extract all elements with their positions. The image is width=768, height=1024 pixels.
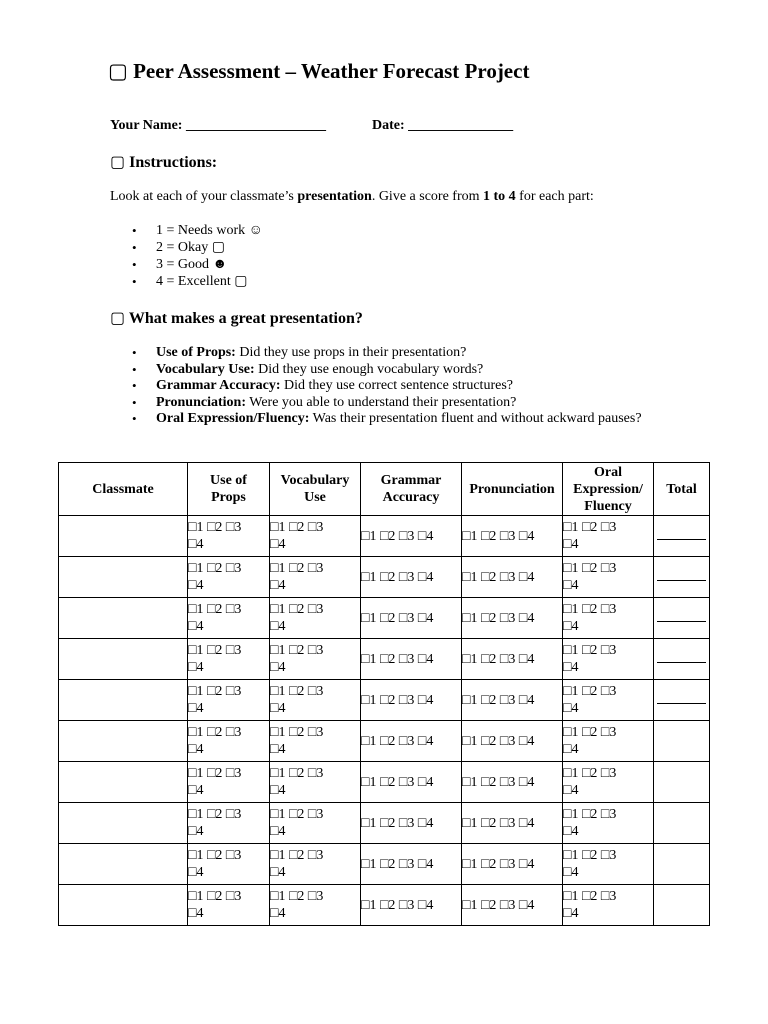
classmate-cell[interactable] bbox=[59, 885, 188, 926]
assessment-table bbox=[58, 462, 710, 926]
score-checkboxes[interactable]: □1 □2 □3 □4 bbox=[462, 815, 535, 831]
score-checkbox-4[interactable]: □4 bbox=[270, 537, 286, 552]
total-cell[interactable] bbox=[654, 557, 710, 598]
score-checkboxes-1-3[interactable]: □1 □2 □3 bbox=[270, 643, 324, 658]
score-checkboxes-1-3[interactable]: □1 □2 □3 bbox=[270, 520, 324, 535]
score-checkbox-4[interactable]: □4 bbox=[188, 906, 204, 921]
score-checkboxes-1-3[interactable]: □1 □2 □3 bbox=[563, 561, 617, 576]
scale-item bbox=[128, 256, 265, 273]
score-checkboxes[interactable]: □1 □2 □3 □4 bbox=[361, 815, 434, 831]
props-score-cell[interactable] bbox=[188, 557, 270, 598]
grammar-score-cell[interactable] bbox=[361, 762, 462, 803]
vocab-score-cell[interactable] bbox=[270, 762, 361, 803]
score-checkboxes-1-3[interactable]: □1 □2 □3 bbox=[563, 643, 617, 658]
criteria-list bbox=[128, 345, 668, 428]
score-checkboxes-1-3[interactable]: □1 □2 □3 bbox=[188, 766, 242, 781]
score-checkboxes-1-3[interactable]: □1 □2 □3 bbox=[563, 807, 617, 822]
grammar-score-cell[interactable] bbox=[361, 598, 462, 639]
score-checkbox-4[interactable]: □4 bbox=[270, 865, 286, 880]
score-checkboxes-1-3[interactable]: □1 □2 □3 bbox=[270, 889, 324, 904]
intro-segment: 1 to 4 bbox=[483, 189, 516, 204]
props-score-cell[interactable] bbox=[188, 885, 270, 926]
criteria-item bbox=[128, 362, 668, 379]
total-blank-line[interactable] bbox=[657, 621, 706, 622]
score-checkboxes-1-3[interactable]: □1 □2 □3 bbox=[188, 889, 242, 904]
grammar-score-cell[interactable] bbox=[361, 639, 462, 680]
score-checkbox-4[interactable]: □4 bbox=[188, 701, 204, 716]
score-checkboxes[interactable]: □1 □2 □3 □4 bbox=[361, 692, 434, 708]
score-checkboxes-1-3[interactable]: □1 □2 □3 bbox=[188, 725, 242, 740]
pronunciation-score-cell[interactable] bbox=[462, 803, 563, 844]
pronunciation-score-cell[interactable] bbox=[462, 680, 563, 721]
classmate-cell[interactable] bbox=[59, 803, 188, 844]
criteria-heading: ▢ What makes a great presentation? bbox=[110, 310, 363, 327]
header-use-of-props: Use of Props bbox=[188, 463, 270, 516]
grammar-score-cell[interactable] bbox=[361, 557, 462, 598]
score-checkbox-4[interactable]: □4 bbox=[188, 619, 204, 634]
fluency-score-cell[interactable] bbox=[563, 803, 654, 844]
fluency-score-cell[interactable] bbox=[563, 762, 654, 803]
props-score-cell[interactable] bbox=[188, 680, 270, 721]
score-checkboxes-1-3[interactable]: □1 □2 □3 bbox=[270, 561, 324, 576]
total-cell[interactable] bbox=[654, 680, 710, 721]
table-row bbox=[59, 844, 710, 885]
score-checkboxes-1-3[interactable]: □1 □2 □3 bbox=[563, 684, 617, 699]
criteria-item bbox=[128, 378, 668, 395]
total-cell[interactable] bbox=[654, 598, 710, 639]
table-row bbox=[59, 598, 710, 639]
criteria-description: Was their presentation fluent and without ackward pauses? bbox=[312, 411, 642, 427]
vocab-score-cell[interactable] bbox=[270, 516, 361, 557]
fluency-score-cell[interactable] bbox=[563, 721, 654, 762]
criteria-description: Were you able to understand their presentation? bbox=[249, 394, 517, 410]
score-checkboxes-1-3[interactable]: □1 □2 □3 bbox=[188, 520, 242, 535]
intro-segment: Look at each of your classmate’s bbox=[110, 189, 298, 204]
score-checkboxes[interactable]: □1 □2 □3 □4 bbox=[361, 733, 434, 749]
grammar-score-cell[interactable] bbox=[361, 803, 462, 844]
pronunciation-score-cell[interactable] bbox=[462, 516, 563, 557]
table-row bbox=[59, 680, 710, 721]
score-checkbox-4[interactable]: □4 bbox=[270, 783, 286, 798]
fluency-score-cell[interactable] bbox=[563, 598, 654, 639]
pronunciation-score-cell[interactable] bbox=[462, 598, 563, 639]
vocab-score-cell[interactable] bbox=[270, 844, 361, 885]
score-checkboxes-1-3[interactable]: □1 □2 □3 bbox=[188, 684, 242, 699]
score-checkbox-4[interactable]: □4 bbox=[188, 824, 204, 839]
score-checkboxes[interactable]: □1 □2 □3 □4 bbox=[462, 733, 535, 749]
score-checkboxes[interactable]: □1 □2 □3 □4 bbox=[361, 897, 434, 913]
pronunciation-score-cell[interactable] bbox=[462, 721, 563, 762]
scale-item bbox=[128, 239, 265, 256]
score-checkboxes[interactable]: □1 □2 □3 □4 bbox=[462, 651, 535, 667]
total-cell[interactable] bbox=[654, 639, 710, 680]
scale-item bbox=[128, 222, 265, 239]
intro-segment: for each part: bbox=[515, 189, 594, 204]
total-cell[interactable] bbox=[654, 803, 710, 844]
your-name-field[interactable]: Your Name: ____________________ bbox=[110, 118, 326, 133]
score-checkboxes[interactable]: □1 □2 □3 □4 bbox=[462, 569, 535, 585]
criteria-description: Did they use correct sentence structures? bbox=[284, 378, 513, 394]
classmate-cell[interactable] bbox=[59, 639, 188, 680]
header-total: Total bbox=[654, 463, 710, 516]
props-score-cell[interactable] bbox=[188, 844, 270, 885]
fluency-score-cell[interactable] bbox=[563, 516, 654, 557]
header-classmate: Classmate bbox=[59, 463, 188, 516]
emoji-icon: ☻ bbox=[212, 257, 228, 272]
scale-label: 2 = Okay bbox=[156, 240, 209, 255]
score-checkboxes[interactable]: □1 □2 □3 □4 bbox=[462, 897, 535, 913]
total-blank-line[interactable] bbox=[657, 662, 706, 663]
score-checkbox-4[interactable]: □4 bbox=[188, 537, 204, 552]
score-checkbox-4[interactable]: □4 bbox=[270, 701, 286, 716]
emoji-icon: ☺ bbox=[248, 223, 263, 238]
pronunciation-score-cell[interactable] bbox=[462, 762, 563, 803]
score-checkbox-4[interactable]: □4 bbox=[188, 783, 204, 798]
score-checkbox-4[interactable]: □4 bbox=[188, 865, 204, 880]
pronunciation-score-cell[interactable] bbox=[462, 885, 563, 926]
score-checkbox-4[interactable]: □4 bbox=[563, 783, 579, 798]
score-checkboxes[interactable]: □1 □2 □3 □4 bbox=[462, 528, 535, 544]
classmate-cell[interactable] bbox=[59, 557, 188, 598]
table-row bbox=[59, 803, 710, 844]
score-checkbox-4[interactable]: □4 bbox=[270, 660, 286, 675]
score-checkbox-4[interactable]: □4 bbox=[270, 742, 286, 757]
score-checkboxes[interactable]: □1 □2 □3 □4 bbox=[462, 610, 535, 626]
score-checkboxes[interactable]: □1 □2 □3 □4 bbox=[361, 774, 434, 790]
grammar-score-cell[interactable] bbox=[361, 680, 462, 721]
score-checkboxes-1-3[interactable]: □1 □2 □3 bbox=[270, 602, 324, 617]
fluency-score-cell[interactable] bbox=[563, 557, 654, 598]
score-checkboxes[interactable]: □1 □2 □3 □4 bbox=[361, 569, 434, 585]
score-checkboxes-1-3[interactable]: □1 □2 □3 bbox=[188, 643, 242, 658]
score-checkboxes-1-3[interactable]: □1 □2 □3 bbox=[270, 684, 324, 699]
scale-item bbox=[128, 273, 265, 290]
score-checkboxes-1-3[interactable]: □1 □2 □3 bbox=[270, 725, 324, 740]
total-cell[interactable] bbox=[654, 844, 710, 885]
score-checkboxes-1-3[interactable]: □1 □2 □3 bbox=[563, 725, 617, 740]
score-checkbox-4[interactable]: □4 bbox=[563, 824, 579, 839]
score-checkboxes-1-3[interactable]: □1 □2 □3 bbox=[270, 848, 324, 863]
score-checkboxes-1-3[interactable]: □1 □2 □3 bbox=[270, 766, 324, 781]
score-checkboxes[interactable]: □1 □2 □3 □4 bbox=[361, 610, 434, 626]
score-scale-list bbox=[128, 222, 265, 290]
table-row bbox=[59, 516, 710, 557]
pronunciation-score-cell[interactable] bbox=[462, 557, 563, 598]
score-checkboxes-1-3[interactable]: □1 □2 □3 bbox=[563, 602, 617, 617]
header-vocabulary-use: Vocabulary Use bbox=[270, 463, 361, 516]
criteria-term: Vocabulary Use: bbox=[156, 361, 255, 377]
fluency-score-cell[interactable] bbox=[563, 885, 654, 926]
criteria-term: Grammar Accuracy: bbox=[156, 378, 281, 394]
header-fields bbox=[110, 118, 513, 134]
total-cell[interactable] bbox=[654, 885, 710, 926]
vocab-score-cell[interactable] bbox=[270, 557, 361, 598]
vocab-score-cell[interactable] bbox=[270, 598, 361, 639]
pronunciation-score-cell[interactable] bbox=[462, 844, 563, 885]
total-cell[interactable] bbox=[654, 516, 710, 557]
score-checkboxes[interactable]: □1 □2 □3 □4 bbox=[361, 856, 434, 872]
vocab-score-cell[interactable] bbox=[270, 721, 361, 762]
emoji-icon: ▢ bbox=[234, 274, 248, 289]
score-checkbox-4[interactable]: □4 bbox=[563, 619, 579, 634]
classmate-cell[interactable] bbox=[59, 516, 188, 557]
classmate-cell[interactable] bbox=[59, 598, 188, 639]
criteria-item bbox=[128, 345, 668, 362]
score-checkboxes-1-3[interactable]: □1 □2 □3 bbox=[188, 602, 242, 617]
pronunciation-score-cell[interactable] bbox=[462, 639, 563, 680]
score-checkboxes-1-3[interactable]: □1 □2 □3 bbox=[188, 561, 242, 576]
score-checkbox-4[interactable]: □4 bbox=[563, 537, 579, 552]
fluency-score-cell[interactable] bbox=[563, 680, 654, 721]
score-checkboxes[interactable]: □1 □2 □3 □4 bbox=[462, 692, 535, 708]
scale-label: 3 = Good bbox=[156, 257, 210, 272]
intro-segment: presentation bbox=[297, 189, 372, 204]
instructions-intro bbox=[110, 189, 594, 205]
page-title: ▢ Peer Assessment – Weather Forecast Project bbox=[108, 59, 530, 83]
score-checkbox-4[interactable]: □4 bbox=[563, 865, 579, 880]
score-checkbox-4[interactable]: □4 bbox=[563, 701, 579, 716]
table-row bbox=[59, 762, 710, 803]
fluency-score-cell[interactable] bbox=[563, 639, 654, 680]
vocab-score-cell[interactable] bbox=[270, 680, 361, 721]
props-score-cell[interactable] bbox=[188, 639, 270, 680]
score-checkboxes-1-3[interactable]: □1 □2 □3 bbox=[188, 848, 242, 863]
score-checkboxes-1-3[interactable]: □1 □2 □3 bbox=[563, 520, 617, 535]
score-checkboxes-1-3[interactable]: □1 □2 □3 bbox=[563, 848, 617, 863]
table-row bbox=[59, 557, 710, 598]
score-checkboxes-1-3[interactable]: □1 □2 □3 bbox=[563, 889, 617, 904]
score-checkbox-4[interactable]: □4 bbox=[188, 742, 204, 757]
score-checkboxes-1-3[interactable]: □1 □2 □3 bbox=[188, 807, 242, 822]
score-checkboxes-1-3[interactable]: □1 □2 □3 bbox=[563, 766, 617, 781]
total-cell[interactable] bbox=[654, 721, 710, 762]
props-score-cell[interactable] bbox=[188, 598, 270, 639]
score-checkbox-4[interactable]: □4 bbox=[270, 578, 286, 593]
header-grammar-accuracy: Grammar Accuracy bbox=[361, 463, 462, 516]
classmate-cell[interactable] bbox=[59, 762, 188, 803]
total-blank-line[interactable] bbox=[657, 703, 706, 704]
score-checkbox-4[interactable]: □4 bbox=[563, 742, 579, 757]
classmate-cell[interactable] bbox=[59, 844, 188, 885]
scale-label: 4 = Excellent bbox=[156, 274, 231, 289]
score-checkboxes[interactable]: □1 □2 □3 □4 bbox=[361, 651, 434, 667]
classmate-cell[interactable] bbox=[59, 680, 188, 721]
score-checkboxes[interactable]: □1 □2 □3 □4 bbox=[462, 856, 535, 872]
score-checkbox-4[interactable]: □4 bbox=[270, 906, 286, 921]
table-header-row bbox=[59, 463, 710, 516]
header-pronunciation: Pronunciation bbox=[462, 463, 563, 516]
criteria-description: Did they use props in their presentation? bbox=[239, 345, 467, 360]
props-score-cell[interactable] bbox=[188, 516, 270, 557]
grammar-score-cell[interactable] bbox=[361, 721, 462, 762]
vocab-score-cell[interactable] bbox=[270, 885, 361, 926]
score-checkbox-4[interactable]: □4 bbox=[563, 660, 579, 675]
props-score-cell[interactable] bbox=[188, 762, 270, 803]
date-field[interactable]: Date: _______________ bbox=[371, 118, 514, 133]
scale-label: 1 = Needs work bbox=[156, 223, 246, 238]
score-checkboxes[interactable]: □1 □2 □3 □4 bbox=[462, 774, 535, 790]
total-cell[interactable] bbox=[654, 762, 710, 803]
grammar-score-cell[interactable] bbox=[361, 844, 462, 885]
props-score-cell[interactable] bbox=[188, 721, 270, 762]
score-checkboxes-1-3[interactable]: □1 □2 □3 bbox=[270, 807, 324, 822]
criteria-description: Did they use enough vocabulary words? bbox=[258, 361, 484, 377]
vocab-score-cell[interactable] bbox=[270, 639, 361, 680]
instructions-heading: ▢ Instructions: bbox=[110, 154, 218, 171]
vocab-score-cell[interactable] bbox=[270, 803, 361, 844]
score-checkbox-4[interactable]: □4 bbox=[188, 578, 204, 593]
fluency-score-cell[interactable] bbox=[563, 844, 654, 885]
table-row bbox=[59, 721, 710, 762]
score-checkbox-4[interactable]: □4 bbox=[270, 824, 286, 839]
table-row bbox=[59, 639, 710, 680]
table-row bbox=[59, 885, 710, 926]
emoji-icon: ▢ bbox=[211, 240, 225, 255]
score-checkbox-4[interactable]: □4 bbox=[563, 578, 579, 593]
score-checkbox-4[interactable]: □4 bbox=[188, 660, 204, 675]
intro-segment: . Give a score from bbox=[371, 189, 483, 204]
criteria-term: Oral Expression/Fluency: bbox=[156, 411, 310, 427]
header-oral-expression-fluency: Oral Expression/ Fluency bbox=[563, 463, 654, 516]
grammar-score-cell[interactable] bbox=[361, 885, 462, 926]
score-checkboxes[interactable]: □1 □2 □3 □4 bbox=[361, 528, 434, 544]
criteria-term: Pronunciation: bbox=[156, 394, 246, 410]
score-checkbox-4[interactable]: □4 bbox=[270, 619, 286, 634]
criteria-item bbox=[128, 411, 668, 428]
total-blank-line[interactable] bbox=[657, 539, 706, 540]
classmate-cell[interactable] bbox=[59, 721, 188, 762]
props-score-cell[interactable] bbox=[188, 803, 270, 844]
criteria-term: Use of Props: bbox=[156, 345, 236, 360]
total-blank-line[interactable] bbox=[657, 580, 706, 581]
score-checkbox-4[interactable]: □4 bbox=[563, 906, 579, 921]
grammar-score-cell[interactable] bbox=[361, 516, 462, 557]
criteria-item bbox=[128, 395, 668, 412]
